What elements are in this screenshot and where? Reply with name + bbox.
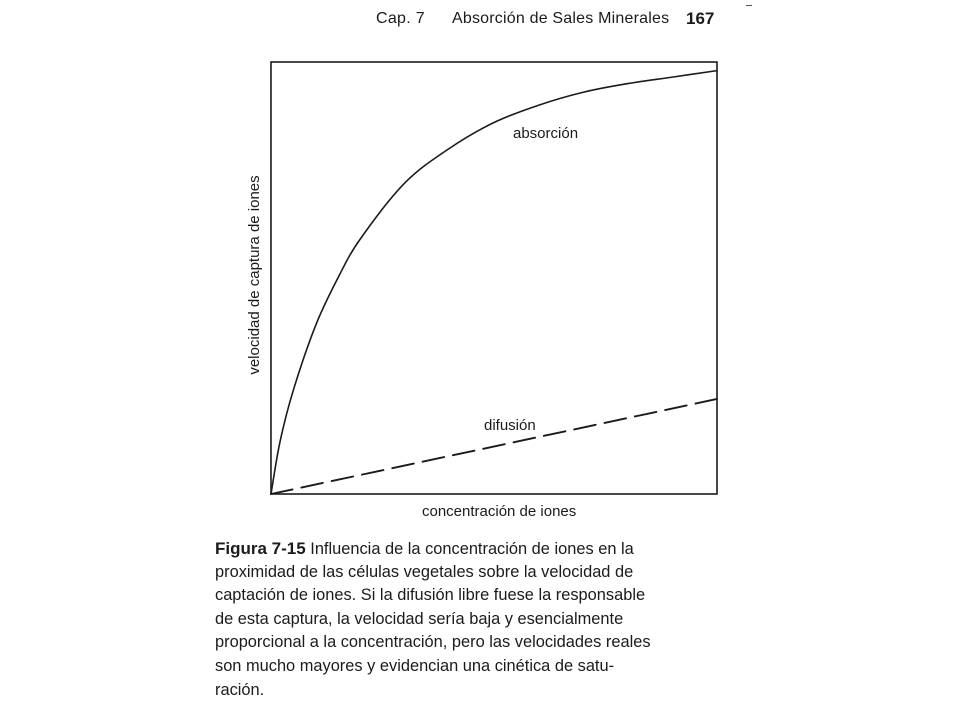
figure-label: Figura 7-15 <box>215 539 306 558</box>
caption-line-6: son mucho mayores y evidencian una cinética de satu- <box>215 656 615 675</box>
caption-line-3: captación de iones. Si la difusión libre fuese la responsable <box>215 586 646 605</box>
page-number: 167 <box>686 9 715 28</box>
series-line-1 <box>271 399 717 494</box>
caption-line-1 <box>215 537 725 561</box>
caption-line-2: proximidad de las células vegetales sobre la velocidad de <box>215 562 634 581</box>
caption-text-1: Influencia de la concentración de iones en la <box>310 540 634 558</box>
chapter-label: Cap. 7 <box>376 10 425 27</box>
y-axis-label: velocidad de captura de iones <box>246 175 263 375</box>
labels-layer <box>246 125 578 520</box>
caption-line-7: ración. <box>215 680 265 699</box>
figure-caption <box>215 537 725 702</box>
series-label-difusion: difusión <box>484 417 536 434</box>
x-axis-label: concentración de iones <box>422 503 577 520</box>
caption-line-5: proporcional a la concentración, pero las velocidades reales <box>215 633 651 652</box>
series-label-absorcion: absorción <box>513 125 579 142</box>
chapter-title: Absorción de Sales Minerales <box>452 10 670 27</box>
caption-line-4: de esta captura, la velocidad sería baja y esencialmente <box>215 609 624 628</box>
